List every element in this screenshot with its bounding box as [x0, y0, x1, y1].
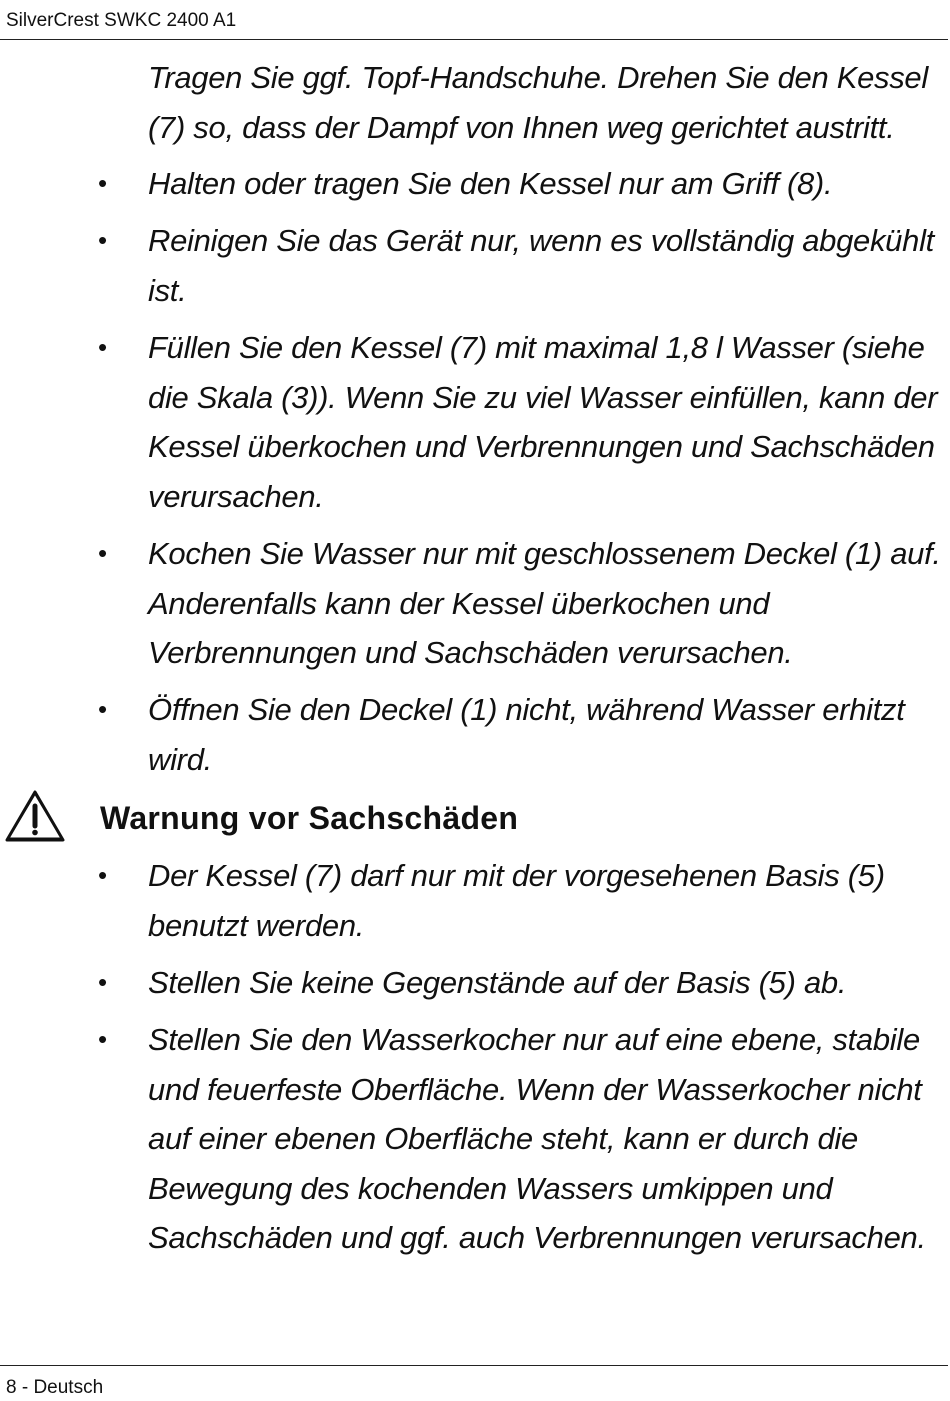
bullet-marker: •: [98, 967, 108, 997]
bullet-marker: •: [98, 1024, 108, 1054]
bullet-marker: •: [98, 860, 108, 890]
list-item: Halten oder tragen Sie den Kessel nur am Griff (8).: [148, 166, 833, 201]
bullet-marker: •: [98, 694, 108, 724]
list-item: Der Kessel (7) darf nur mit der vorgesehenen Basis (5) benutzt werden.: [148, 858, 885, 943]
section-heading: Warnung vor Sachschäden: [100, 800, 519, 836]
page-header: [0, 0, 948, 40]
list-item: Stellen Sie den Wasserkocher nur auf eine ebene, stabile und feuerfeste Oberfläche. Wenn der Wasserkocher nicht auf einer ebenen Oberfläche steht, kann er durch die Bewegung des kochenden Wassers umkippen und Sachschäden und ggf. auch Verbrennungen verursachen.: [148, 1022, 926, 1255]
list-item: Füllen Sie den Kessel (7) mit maximal 1,8 l Wasser (siehe die Skala (3)). Wenn Sie zu viel Wasser einfüllen, kann der Kessel überkochen und Verbrennungen und Sachschäden verursachen.: [148, 330, 938, 514]
bullet-marker: •: [98, 538, 108, 568]
list-item: Stellen Sie keine Gegenstände auf der Basis (5) ab.: [148, 965, 847, 1000]
bullet-marker: •: [98, 225, 108, 255]
header-title: SilverCrest SWKC 2400 A1: [6, 10, 237, 31]
list-item: Kochen Sie Wasser nur mit geschlossenem Deckel (1) auf. Anderenfalls kann der Kessel überkochen und Verbrennungen und Sachschäden verursachen.: [148, 536, 941, 670]
list-item: Reinigen Sie das Gerät nur, wenn es vollständig abgekühlt ist.: [148, 223, 934, 308]
bullet-marker: •: [98, 332, 108, 362]
page-footer: [0, 1365, 948, 1398]
bullet-marker: •: [98, 168, 108, 198]
continuation-paragraph: Tragen Sie ggf. Topf-Handschuhe. Drehen Sie den Kessel (7) so, dass der Dampf von Ihnen weg gerichtet austritt.: [148, 60, 928, 145]
page-number: 8 - Deutsch: [6, 1377, 104, 1398]
list-item: Öffnen Sie den Deckel (1) nicht, während Wasser erhitzt wird.: [148, 692, 905, 777]
warning-triangle-icon: [4, 789, 66, 843]
